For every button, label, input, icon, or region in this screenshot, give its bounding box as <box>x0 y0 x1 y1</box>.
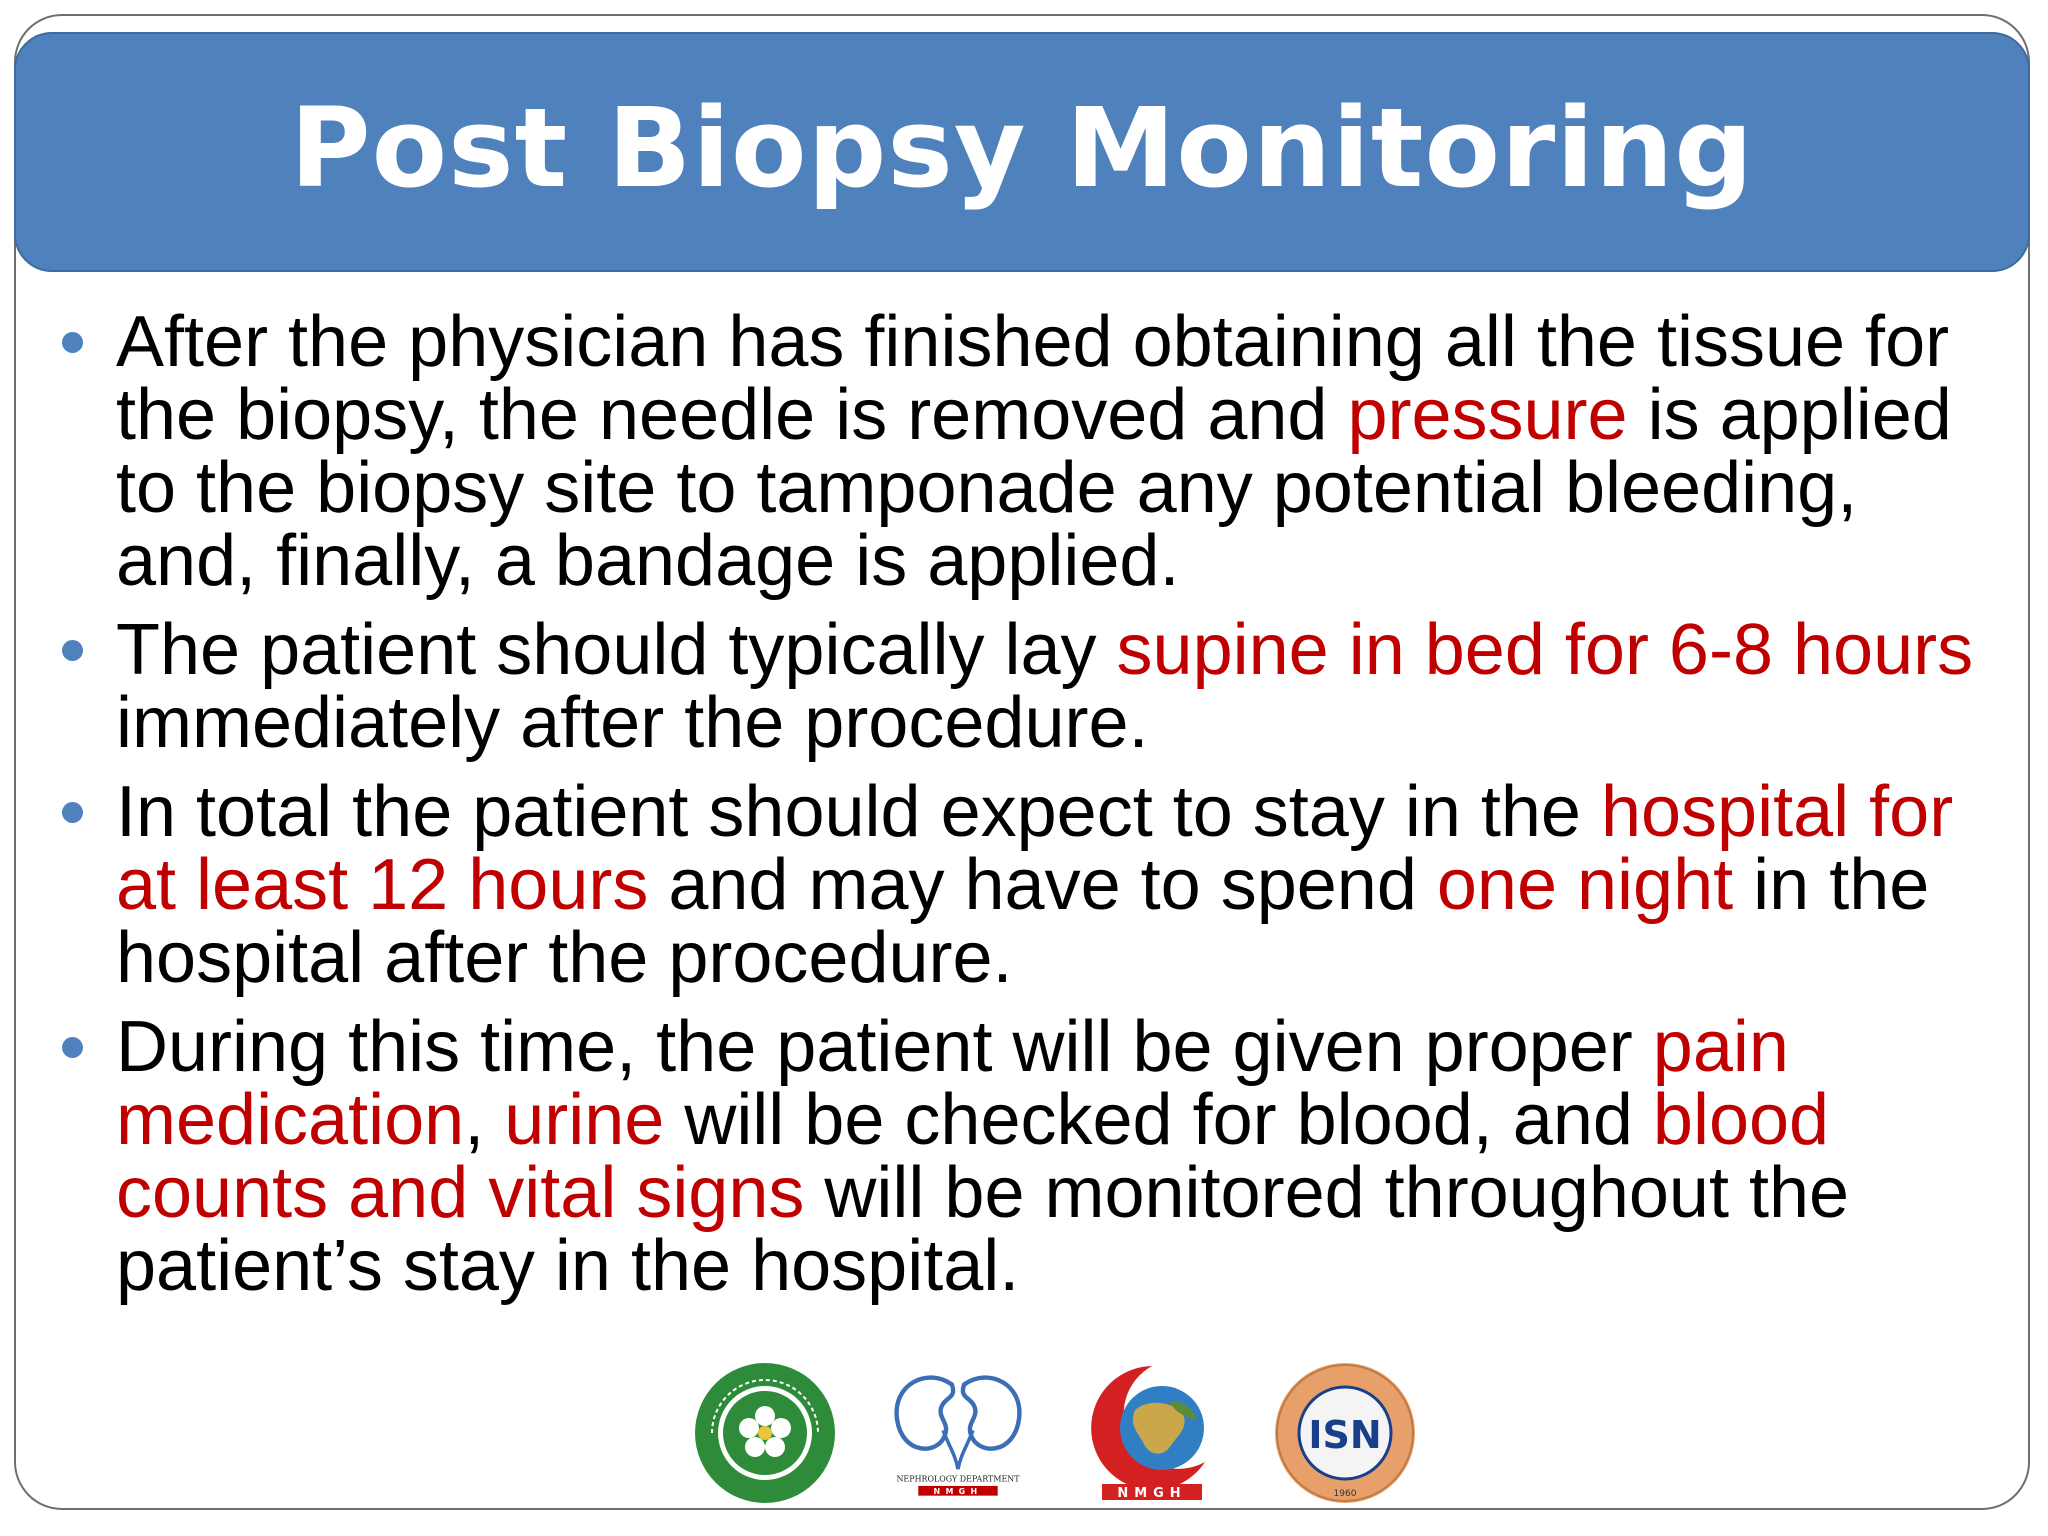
svg-text:NEPHROLOGY DEPARTMENT: NEPHROLOGY DEPARTMENT <box>896 1474 1020 1484</box>
slide-title: Post Biopsy Monitoring <box>289 84 1755 212</box>
highlighted-text: one night <box>1436 845 1734 925</box>
bullet-dot-icon <box>62 802 83 823</box>
bullet-item <box>56 610 1986 763</box>
bullet-text: and may have to spend <box>648 845 1437 925</box>
svg-text:ISN: ISN <box>1308 1413 1382 1457</box>
bullet-text: immediately after the procedure. <box>116 683 1149 763</box>
bullet-item <box>56 1007 1986 1306</box>
bullet-text: The patient should typically lay <box>116 610 1117 690</box>
bullet-text: in the hospital after the procedure. <box>116 845 1930 998</box>
bullet-item <box>56 772 1986 998</box>
svg-text:NMGH: NMGH <box>1116 1486 1187 1501</box>
highlighted-text: pressure <box>1347 375 1628 455</box>
bullet-dot-icon <box>62 640 83 661</box>
bullet-list <box>56 302 1986 1319</box>
bullet-text: In total the patient should expect to stay in the <box>116 772 1601 852</box>
nmgh-logo <box>1077 1358 1227 1508</box>
bullet-text: will be checked for blood, and <box>664 1080 1653 1160</box>
bullet-dot-icon <box>62 332 83 353</box>
bullet-text: will be monitored throughout the patient’s stay in the hospital. <box>116 1153 1850 1306</box>
highlighted-text: blood counts and vital signs <box>116 1080 1830 1233</box>
sheffield-kidney-institute-logo <box>690 1358 840 1508</box>
bullet-text: After the physician has finished obtaining all the tissue for the biopsy, the needle is removed and <box>116 302 1950 455</box>
bullet-text: During this time, the patient will be given proper <box>116 1007 1653 1087</box>
nephrology-department-logo <box>883 1358 1033 1508</box>
highlighted-text: pain medication <box>116 1007 1789 1160</box>
highlighted-text: hospital for at least 12 hours <box>116 772 1954 925</box>
svg-text:NMGH: NMGH <box>933 1486 983 1496</box>
highlighted-text: supine in bed for 6-8 hours <box>1116 610 1974 690</box>
bullet-item <box>56 302 1986 601</box>
title-bar <box>14 32 2030 272</box>
logo-strip <box>690 1358 1420 1508</box>
svg-text:1960: 1960 <box>1333 1489 1357 1499</box>
bullet-dot-icon <box>62 1037 83 1058</box>
highlighted-text: urine <box>504 1080 665 1160</box>
bullet-text: is applied to the biopsy site to tamponade any potential bleeding, and, finally, a bandage is applied. <box>116 375 1952 601</box>
bullet-text: , <box>464 1080 505 1160</box>
isn-logo <box>1270 1358 1420 1508</box>
